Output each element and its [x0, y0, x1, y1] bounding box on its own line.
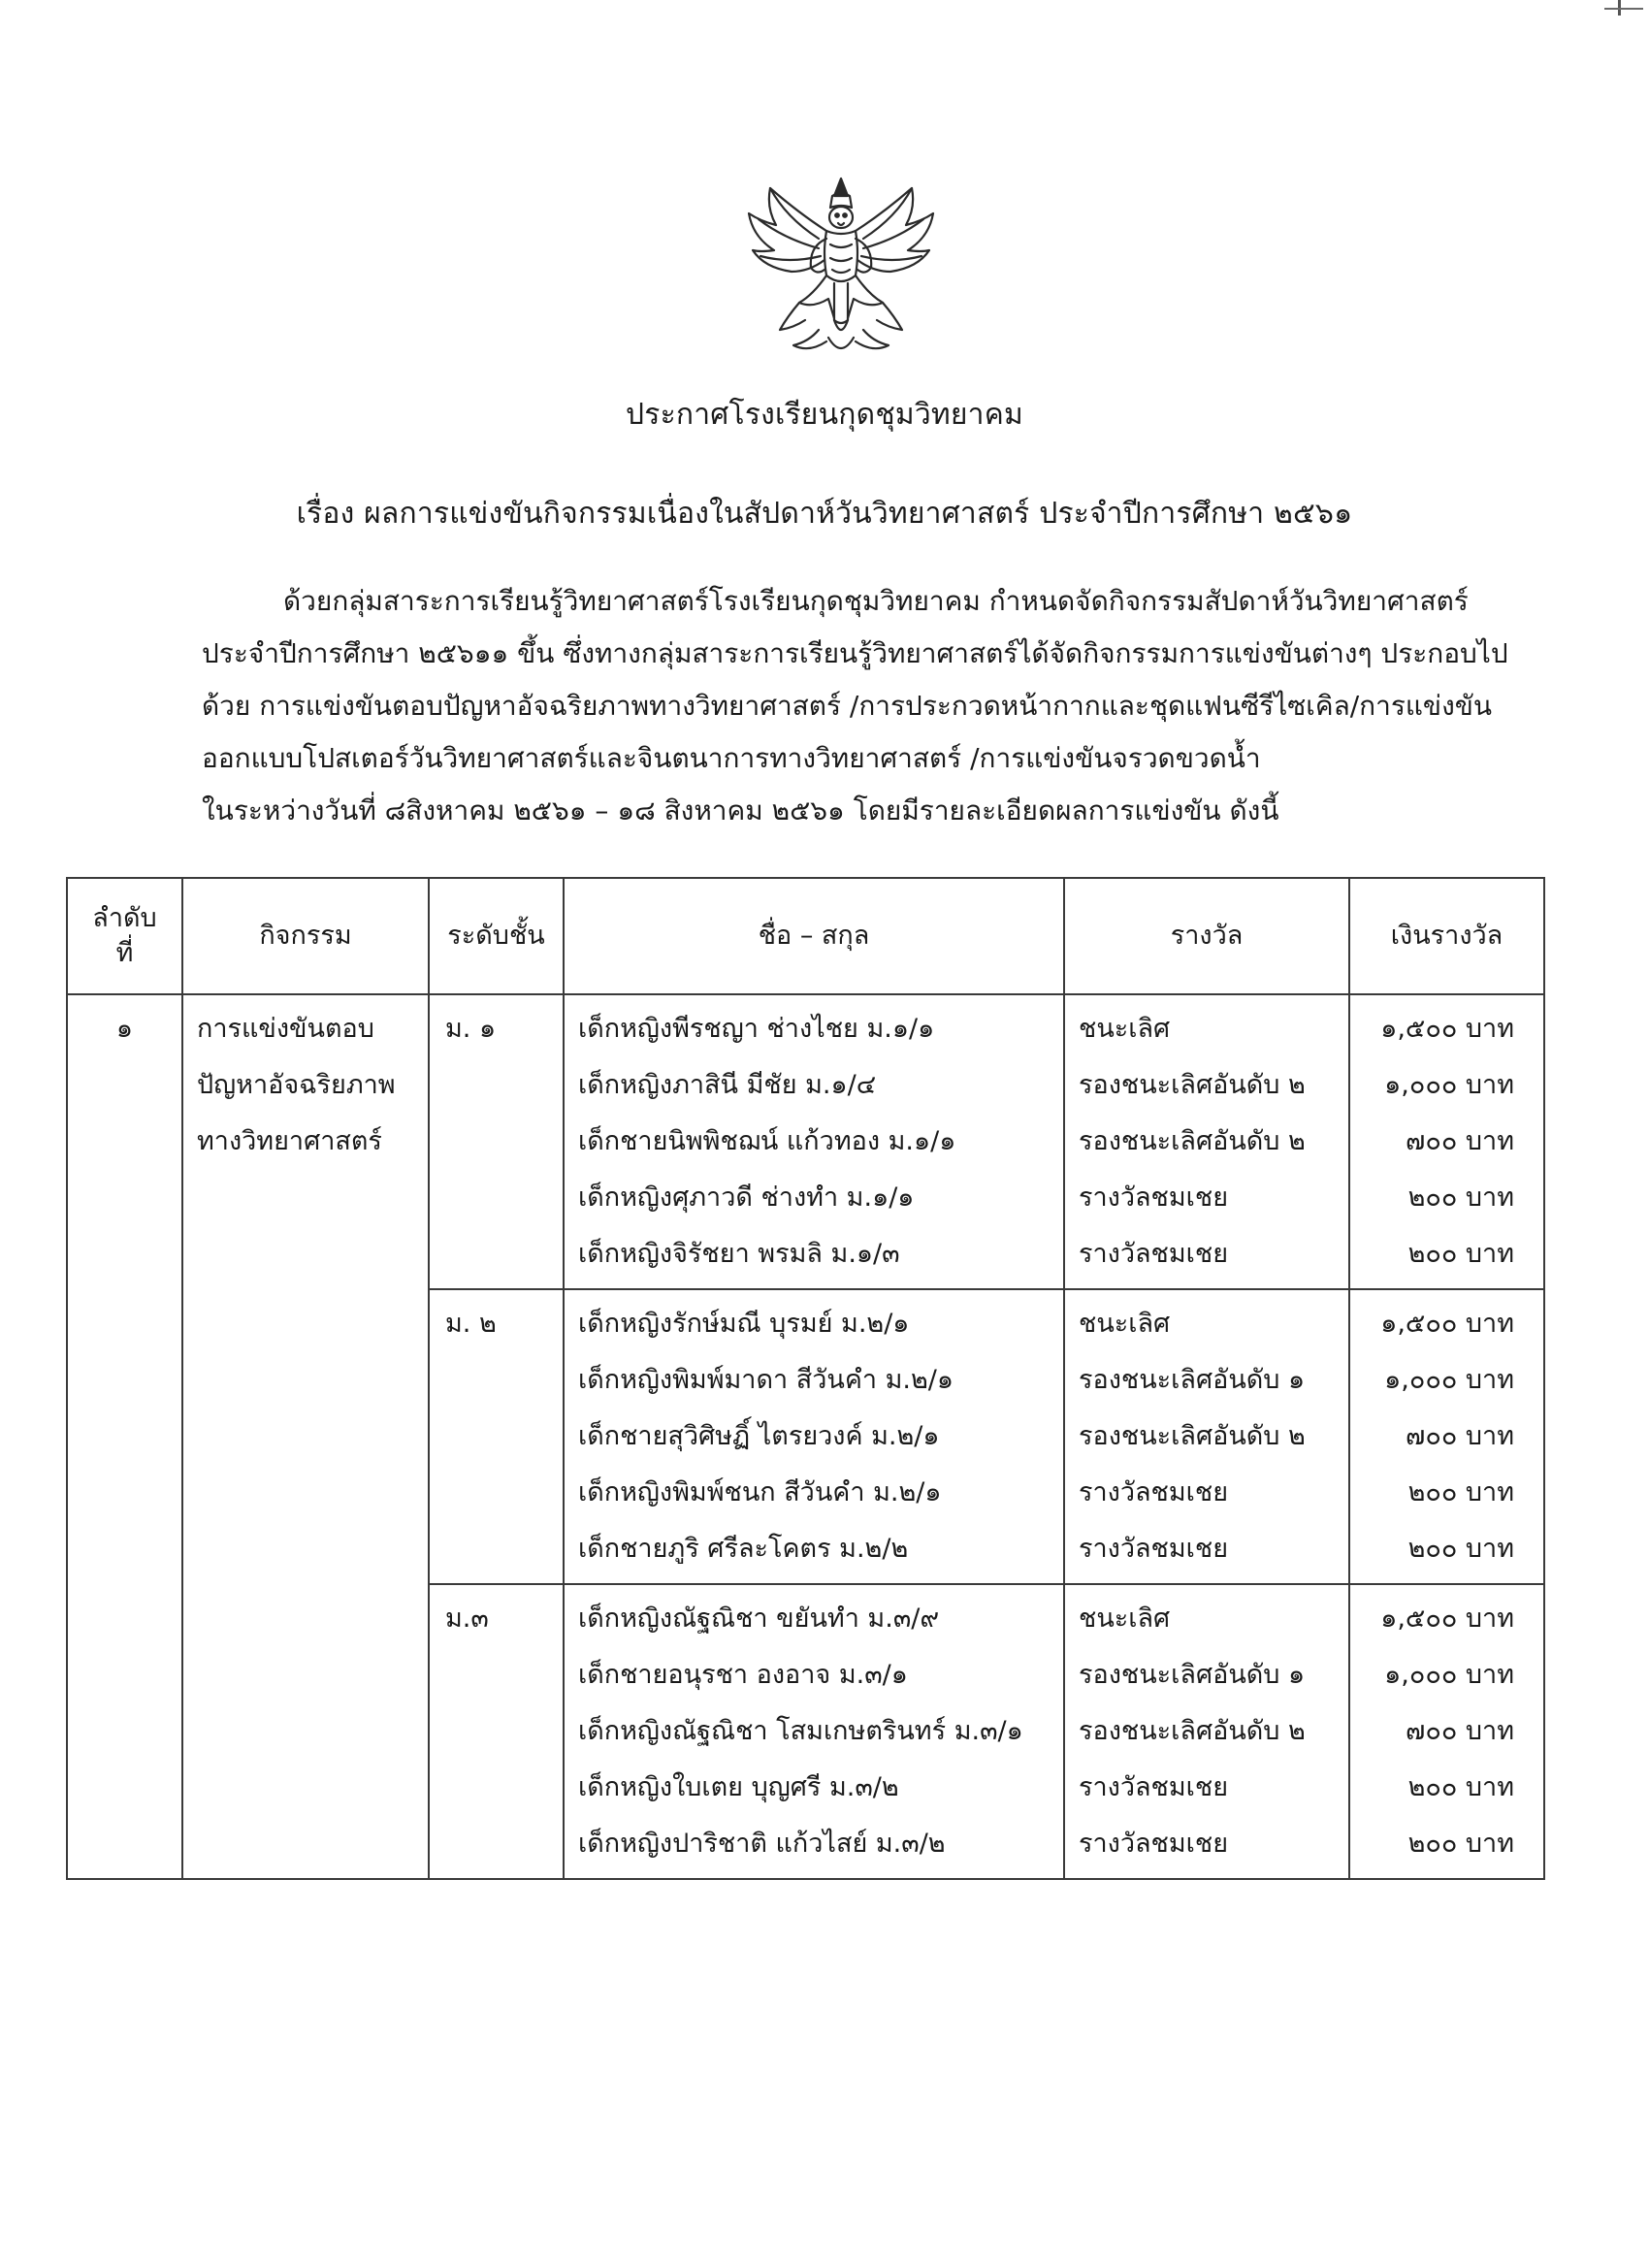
student-name: เด็กหญิงจิรัชยา พรมลิ ม.๑/๓ — [578, 1239, 900, 1269]
prize-money: ๑,๐๐๐ บาท — [1384, 1365, 1514, 1395]
student-name: เด็กหญิงภาสินี มีชัย ม.๑/๔ — [578, 1070, 877, 1100]
header-name: ชื่อ – สกุล — [564, 878, 1064, 994]
award-label: รองชนะเลิศอันดับ ๒ — [1079, 1126, 1306, 1156]
student-name: เด็กหญิงใบเตย บุญศรี ม.๓/๒ — [578, 1772, 899, 1802]
names-cell — [564, 1584, 1064, 1879]
prize-money: ๑,๕๐๐ บาท — [1380, 1309, 1514, 1339]
document-title: ประกาศโรงเรียนกุดชุมวิทยาคม — [626, 398, 1023, 432]
award-label: ชนะเลิศ — [1079, 1014, 1171, 1044]
awards-cell — [1064, 1584, 1349, 1879]
level-label: ม. ๑ — [445, 1014, 497, 1044]
names-cell — [564, 1289, 1064, 1584]
award-label: รองชนะเลิศอันดับ ๒ — [1079, 1421, 1306, 1451]
table-header-row — [67, 878, 1544, 994]
student-name: เด็กชายนิพพิชฌน์ แก้วทอง ม.๑/๑ — [578, 1126, 956, 1156]
header-money: เงินรางวัล — [1349, 878, 1544, 994]
student-name: เด็กชายสุวิศิษฏิ์ ไตรยวงค์ ม.๒/๑ — [578, 1421, 940, 1451]
prize-money: ๑,๐๐๐ บาท — [1384, 1070, 1514, 1100]
awards-cell — [1064, 1289, 1349, 1584]
student-name: เด็กหญิงพิมพ์ชนก สีวันคำ ม.๒/๑ — [578, 1477, 942, 1507]
prize-money: ๑,๕๐๐ บาท — [1380, 1604, 1514, 1634]
awards-cell — [1064, 994, 1349, 1289]
level-label: ม. ๒ — [445, 1309, 497, 1339]
level-label: ม.๓ — [445, 1604, 489, 1634]
award-label: รองชนะเลิศอันดับ ๒ — [1079, 1716, 1306, 1746]
results-table — [66, 877, 1545, 1880]
award-label: รางวัลชมเชย — [1079, 1183, 1229, 1213]
prize-money: ๗๐๐ บาท — [1406, 1126, 1514, 1156]
header-activity: กิจกรรม — [182, 878, 429, 994]
body-line: ออกแบบโปสเตอร์วันวิทยาศาสตร์และจินตนาการทางวิทยาศาสตร์ /การแข่งขันจรวดขวดน้ำ — [202, 742, 1261, 774]
student-name: เด็กชายอนุรชา องอาจ ม.๓/๑ — [578, 1660, 908, 1690]
scan-edge-tick — [1604, 8, 1643, 10]
prize-money: ๒๐๐ บาท — [1407, 1772, 1514, 1802]
award-label: รองชนะเลิศอันดับ ๑ — [1079, 1660, 1306, 1690]
student-name: เด็กหญิงรักษ์มณี บุรมย์ ม.๒/๑ — [578, 1309, 910, 1339]
prize-money: ๗๐๐ บาท — [1406, 1716, 1514, 1746]
level-cell — [429, 1584, 564, 1879]
header-level: ระดับชั้น — [429, 878, 564, 994]
header-no-line1: ลำดับ — [92, 903, 157, 933]
prize-money: ๒๐๐ บาท — [1407, 1534, 1514, 1564]
award-label: ชนะเลิศ — [1079, 1604, 1171, 1634]
award-label: รองชนะเลิศอันดับ ๑ — [1079, 1365, 1306, 1395]
student-name: เด็กหญิงพิมพ์มาดา สีวันคำ ม.๒/๑ — [578, 1365, 954, 1395]
student-name: เด็กหญิงณัฐณิชา โสมเกษตรินทร์ ม.๓/๑ — [578, 1716, 1023, 1746]
table-row — [67, 994, 1544, 1289]
award-label: รางวัลชมเชย — [1079, 1772, 1229, 1802]
prize-money: ๒๐๐ บาท — [1407, 1829, 1514, 1859]
body-line: ด้วยกลุ่มสาระการเรียนรู้วิทยาศาสตร์โรงเรียนกุดชุมวิทยาคม กำหนดจัดกิจกรรมสัปดาห์วันวิทยาศาสตร์ — [283, 585, 1469, 617]
header-award: รางวัล — [1064, 878, 1349, 994]
garuda-emblem-icon — [741, 175, 941, 365]
names-cell — [564, 994, 1064, 1289]
row-number: ๑ — [115, 1014, 134, 1044]
student-name: เด็กชายภูริ ศรีละโคตร ม.๒/๒ — [578, 1534, 909, 1564]
money-cell — [1349, 1289, 1544, 1584]
activity-cell — [182, 994, 429, 1879]
body-paragraph — [202, 582, 1521, 844]
student-name: เด็กหญิงณัฐณิชา ขยันทำ ม.๓/๙ — [578, 1604, 940, 1634]
award-label: รางวัลชมเชย — [1079, 1829, 1229, 1859]
student-name: เด็กหญิงศุภาวดี ช่างทำ ม.๑/๑ — [578, 1183, 915, 1213]
prize-money: ๑,๐๐๐ บาท — [1384, 1660, 1514, 1690]
award-label: รองชนะเลิศอันดับ ๒ — [1079, 1070, 1306, 1100]
prize-money: ๒๐๐ บาท — [1407, 1239, 1514, 1269]
student-name: เด็กหญิงพีรชญา ช่างไชย ม.๑/๑ — [578, 1014, 935, 1044]
level-cell — [429, 994, 564, 1289]
body-line: ในระหว่างวันที่ ๘สิงหาคม ๒๕๖๑ – ๑๘ สิงหาคม ๒๕๖๑ โดยมีรายละเอียดผลการแข่งขัน ดังนี้ — [202, 794, 1279, 826]
header-no — [67, 878, 182, 994]
prize-money: ๑,๕๐๐ บาท — [1380, 1014, 1514, 1044]
body-line: ด้วย การแข่งขันตอบปัญหาอัจฉริยภาพทางวิทยาศาสตร์ /การประกวดหน้ากากและชุดแฟนซีรีไซเคิล/การแข่งขัน — [202, 690, 1493, 722]
prize-money: ๒๐๐ บาท — [1407, 1183, 1514, 1213]
award-label: รางวัลชมเชย — [1079, 1534, 1229, 1564]
body-line: ประจำปีการศึกษา ๒๕๖๑๑ ขึ้น ซึ่งทางกลุ่มสาระการเรียนรู้วิทยาศาสตร์ได้จัดกิจกรรมการแข่งขันต่างๆ ประกอบไป — [202, 637, 1508, 669]
activity-line: ทางวิทยาศาสตร์ — [197, 1126, 382, 1156]
award-label: รางวัลชมเชย — [1079, 1239, 1229, 1269]
award-label: รางวัลชมเชย — [1079, 1477, 1229, 1507]
student-name: เด็กหญิงปาริชาติ แก้วไสย์ ม.๓/๒ — [578, 1829, 946, 1859]
prize-money: ๗๐๐ บาท — [1406, 1421, 1514, 1451]
money-cell — [1349, 1584, 1544, 1879]
document-subject: เรื่อง ผลการแข่งขันกิจกรรมเนื่องในสัปดาห์วันวิทยาศาสตร์ ประจำปีการศึกษา ๒๕๖๑ — [296, 497, 1353, 531]
award-label: ชนะเลิศ — [1079, 1309, 1171, 1339]
activity-line: ปัญหาอัจฉริยภาพ — [197, 1070, 396, 1100]
prize-money: ๒๐๐ บาท — [1407, 1477, 1514, 1507]
row-number-cell — [67, 994, 182, 1879]
level-cell — [429, 1289, 564, 1584]
header-no-line2: ที่ — [115, 938, 134, 968]
activity-line: การแข่งขันตอบ — [197, 1014, 374, 1044]
money-cell — [1349, 994, 1544, 1289]
